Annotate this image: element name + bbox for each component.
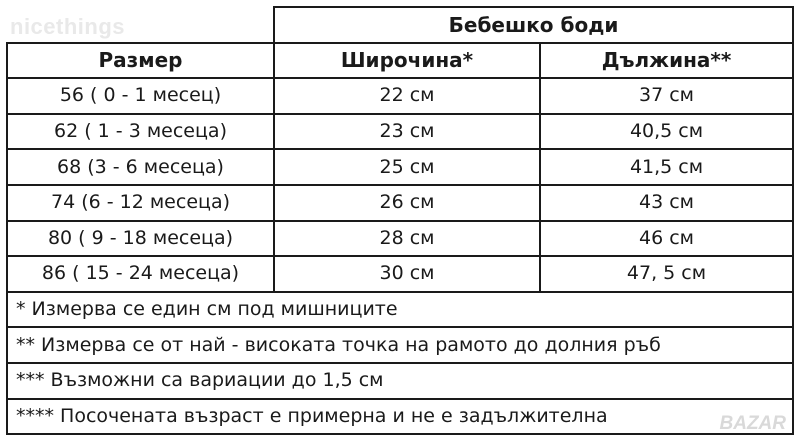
group-header-cell: Бебешко боди [274,7,793,43]
length-cell: 43 см [540,185,793,221]
table-row [7,149,793,185]
table-row [7,185,793,221]
size-cell: 68 (3 - 6 месеца) [7,149,274,185]
note-variation: *** Възможни са вариации до 1,5 см [7,363,793,399]
length-cell: 40,5 см [540,114,793,150]
width-cell: 23 см [274,114,540,150]
length-cell: 46 см [540,221,793,257]
size-cell: 56 ( 0 - 1 месец) [7,78,274,114]
column-header-width: Широчина* [274,43,540,79]
note-age: **** Посочената възраст е примерна и не е задължителна [7,399,793,435]
watermark-logo: nicethings [10,14,126,39]
bazar-watermark: BAZAR [719,413,786,434]
width-cell: 25 см [274,149,540,185]
table-row [7,221,793,257]
size-cell: 86 ( 15 - 24 месеца) [7,256,274,292]
width-cell: 22 см [274,78,540,114]
note-underarm: * Измерва се един см под мишниците [7,292,793,328]
length-cell: 37 см [540,78,793,114]
note-row [7,327,793,363]
size-cell: 80 ( 9 - 18 месеца) [7,221,274,257]
length-cell: 47, 5 см [540,256,793,292]
note-row [7,292,793,328]
column-header-row [7,43,793,79]
size-chart-table [6,6,794,435]
width-cell: 26 см [274,185,540,221]
table-row [7,78,793,114]
note-row [7,399,793,435]
length-cell: 41,5 см [540,149,793,185]
width-cell: 28 см [274,221,540,257]
group-header-row [7,7,793,43]
size-cell: 74 (6 - 12 месеца) [7,185,274,221]
width-cell: 30 см [274,256,540,292]
note-row [7,363,793,399]
table-row [7,114,793,150]
column-header-length: Дължина** [540,43,793,79]
size-cell: 62 ( 1 - 3 месеца) [7,114,274,150]
empty-corner-cell [7,7,274,43]
column-header-size: Размер [7,43,274,79]
table-row [7,256,793,292]
note-shoulder: ** Измерва се от най - високата точка на рамото до долния ръб [7,327,793,363]
